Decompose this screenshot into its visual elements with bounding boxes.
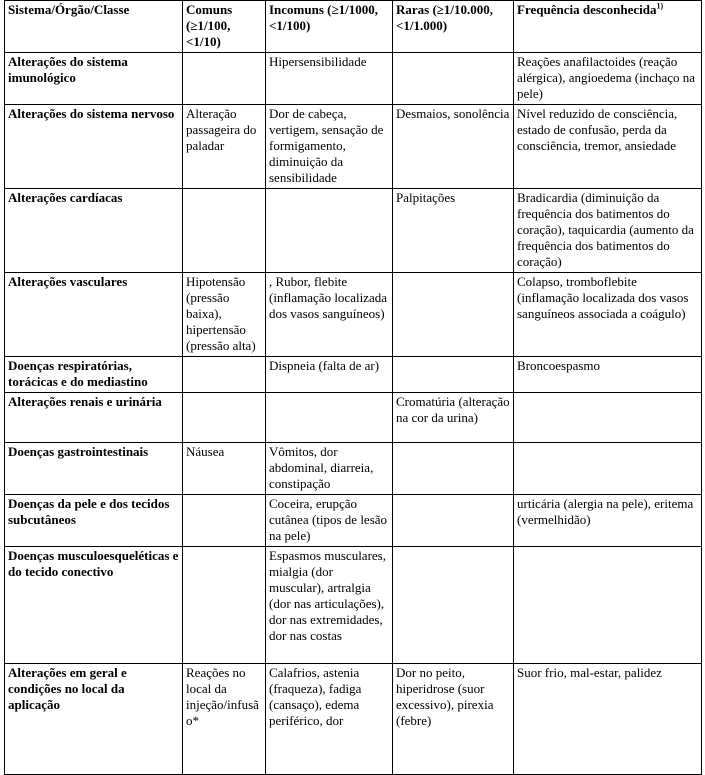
unknown-cell (514, 547, 702, 664)
table-row (5, 664, 702, 775)
header-rare: Raras (≥1/10.000, <1/1.000) (393, 1, 514, 53)
common-cell (183, 357, 266, 393)
table-row (5, 393, 702, 443)
uncommon-cell: Calafrios, astenia (fraqueza), fadiga (cansaço), edema periférico, dor (266, 664, 393, 775)
rare-cell (393, 443, 514, 495)
table-row (5, 547, 702, 664)
common-cell (183, 547, 266, 664)
rare-cell: Palpitações (393, 189, 514, 273)
table-row (5, 105, 702, 189)
header-organ: Sistema/Órgão/Classe (5, 1, 183, 53)
rare-cell (393, 357, 514, 393)
table-row (5, 189, 702, 273)
unknown-cell: Broncoespasmo (514, 357, 702, 393)
unknown-cell (514, 443, 702, 495)
header-uncommon: Incomuns (≥1/1000, <1/100) (266, 1, 393, 53)
uncommon-cell: Hipersensibilidade (266, 53, 393, 105)
common-cell: Hipotensão (pressão baixa), hipertensão (pressão alta) (183, 273, 266, 357)
adverse-reactions-table (4, 0, 702, 775)
rare-cell (393, 53, 514, 105)
uncommon-cell (266, 393, 393, 443)
organ-cell: Doenças musculoesqueléticas e do tecido conectivo (5, 547, 183, 664)
table-row (5, 273, 702, 357)
table-row (5, 357, 702, 393)
organ-cell: Doenças da pele e dos tecidos subcutâneos (5, 495, 183, 547)
unknown-cell: urticária (alergia na pele), eritema (vermelhidão) (514, 495, 702, 547)
common-cell (183, 495, 266, 547)
uncommon-cell: Dispneia (falta de ar) (266, 357, 393, 393)
unknown-cell: Bradicardia (diminuição da frequência dos batimentos do coração), taquicardia (aumento da frequência dos batimentos do coração) (514, 189, 702, 273)
uncommon-cell: Coceira, erupção cutânea (tipos de lesão na pele) (266, 495, 393, 547)
organ-cell: Alterações do sistema nervoso (5, 105, 183, 189)
organ-cell: Alterações vasculares (5, 273, 183, 357)
rare-cell (393, 273, 514, 357)
unknown-cell (514, 393, 702, 443)
table-row (5, 443, 702, 495)
header-unknown (514, 1, 702, 53)
uncommon-cell: , Rubor, flebite (inflamação localizada dos vasos sanguíneos) (266, 273, 393, 357)
uncommon-cell (266, 189, 393, 273)
common-cell: Náusea (183, 443, 266, 495)
rare-cell: Desmaios, sonolência (393, 105, 514, 189)
common-cell: Reações no local da injeção/infusão* (183, 664, 266, 775)
common-cell (183, 393, 266, 443)
unknown-cell: Nível reduzido de consciência, estado de confusão, perda da consciência, tremor, ansiedade (514, 105, 702, 189)
rare-cell (393, 547, 514, 664)
organ-cell: Doenças respiratórias, torácicas e do mediastino (5, 357, 183, 393)
common-cell: Alteração passageira do paladar (183, 105, 266, 189)
rare-cell: Dor no peito, hiperidrose (suor excessivo), pirexia (febre) (393, 664, 514, 775)
unknown-cell: Colapso, tromboflebite (inflamação localizada dos vasos sanguíneos associada a coágulo) (514, 273, 702, 357)
uncommon-cell: Vômitos, dor abdominal, diarreia, constipação (266, 443, 393, 495)
uncommon-cell: Dor de cabeça, vertigem, sensação de formigamento, diminuição da sensibilidade (266, 105, 393, 189)
table-header-row (5, 1, 702, 53)
uncommon-cell: Espasmos musculares, mialgia (dor muscular), artralgia (dor nas articulações), dor nas extremidades, dor nas costas (266, 547, 393, 664)
table-row (5, 495, 702, 547)
unknown-cell: Reações anafilactoides (reação alérgica), angioedema (inchaço na pele) (514, 53, 702, 105)
header-common: Comuns (≥1/100, <1/10) (183, 1, 266, 53)
unknown-cell: Suor frio, mal-estar, palidez (514, 664, 702, 775)
organ-cell: Alterações em geral e condições no local da aplicação (5, 664, 183, 775)
rare-cell (393, 495, 514, 547)
common-cell (183, 53, 266, 105)
table-row (5, 53, 702, 105)
organ-cell: Alterações cardíacas (5, 189, 183, 273)
rare-cell: Cromatúria (alteração na cor da urina) (393, 393, 514, 443)
organ-cell: Alterações renais e urinária (5, 393, 183, 443)
footnote-marker: 1) (656, 1, 664, 11)
organ-cell: Alterações do sistema imunológico (5, 53, 183, 105)
common-cell (183, 189, 266, 273)
organ-cell: Doenças gastrointestinais (5, 443, 183, 495)
header-unknown-label: Frequência desconhecida (517, 2, 657, 17)
